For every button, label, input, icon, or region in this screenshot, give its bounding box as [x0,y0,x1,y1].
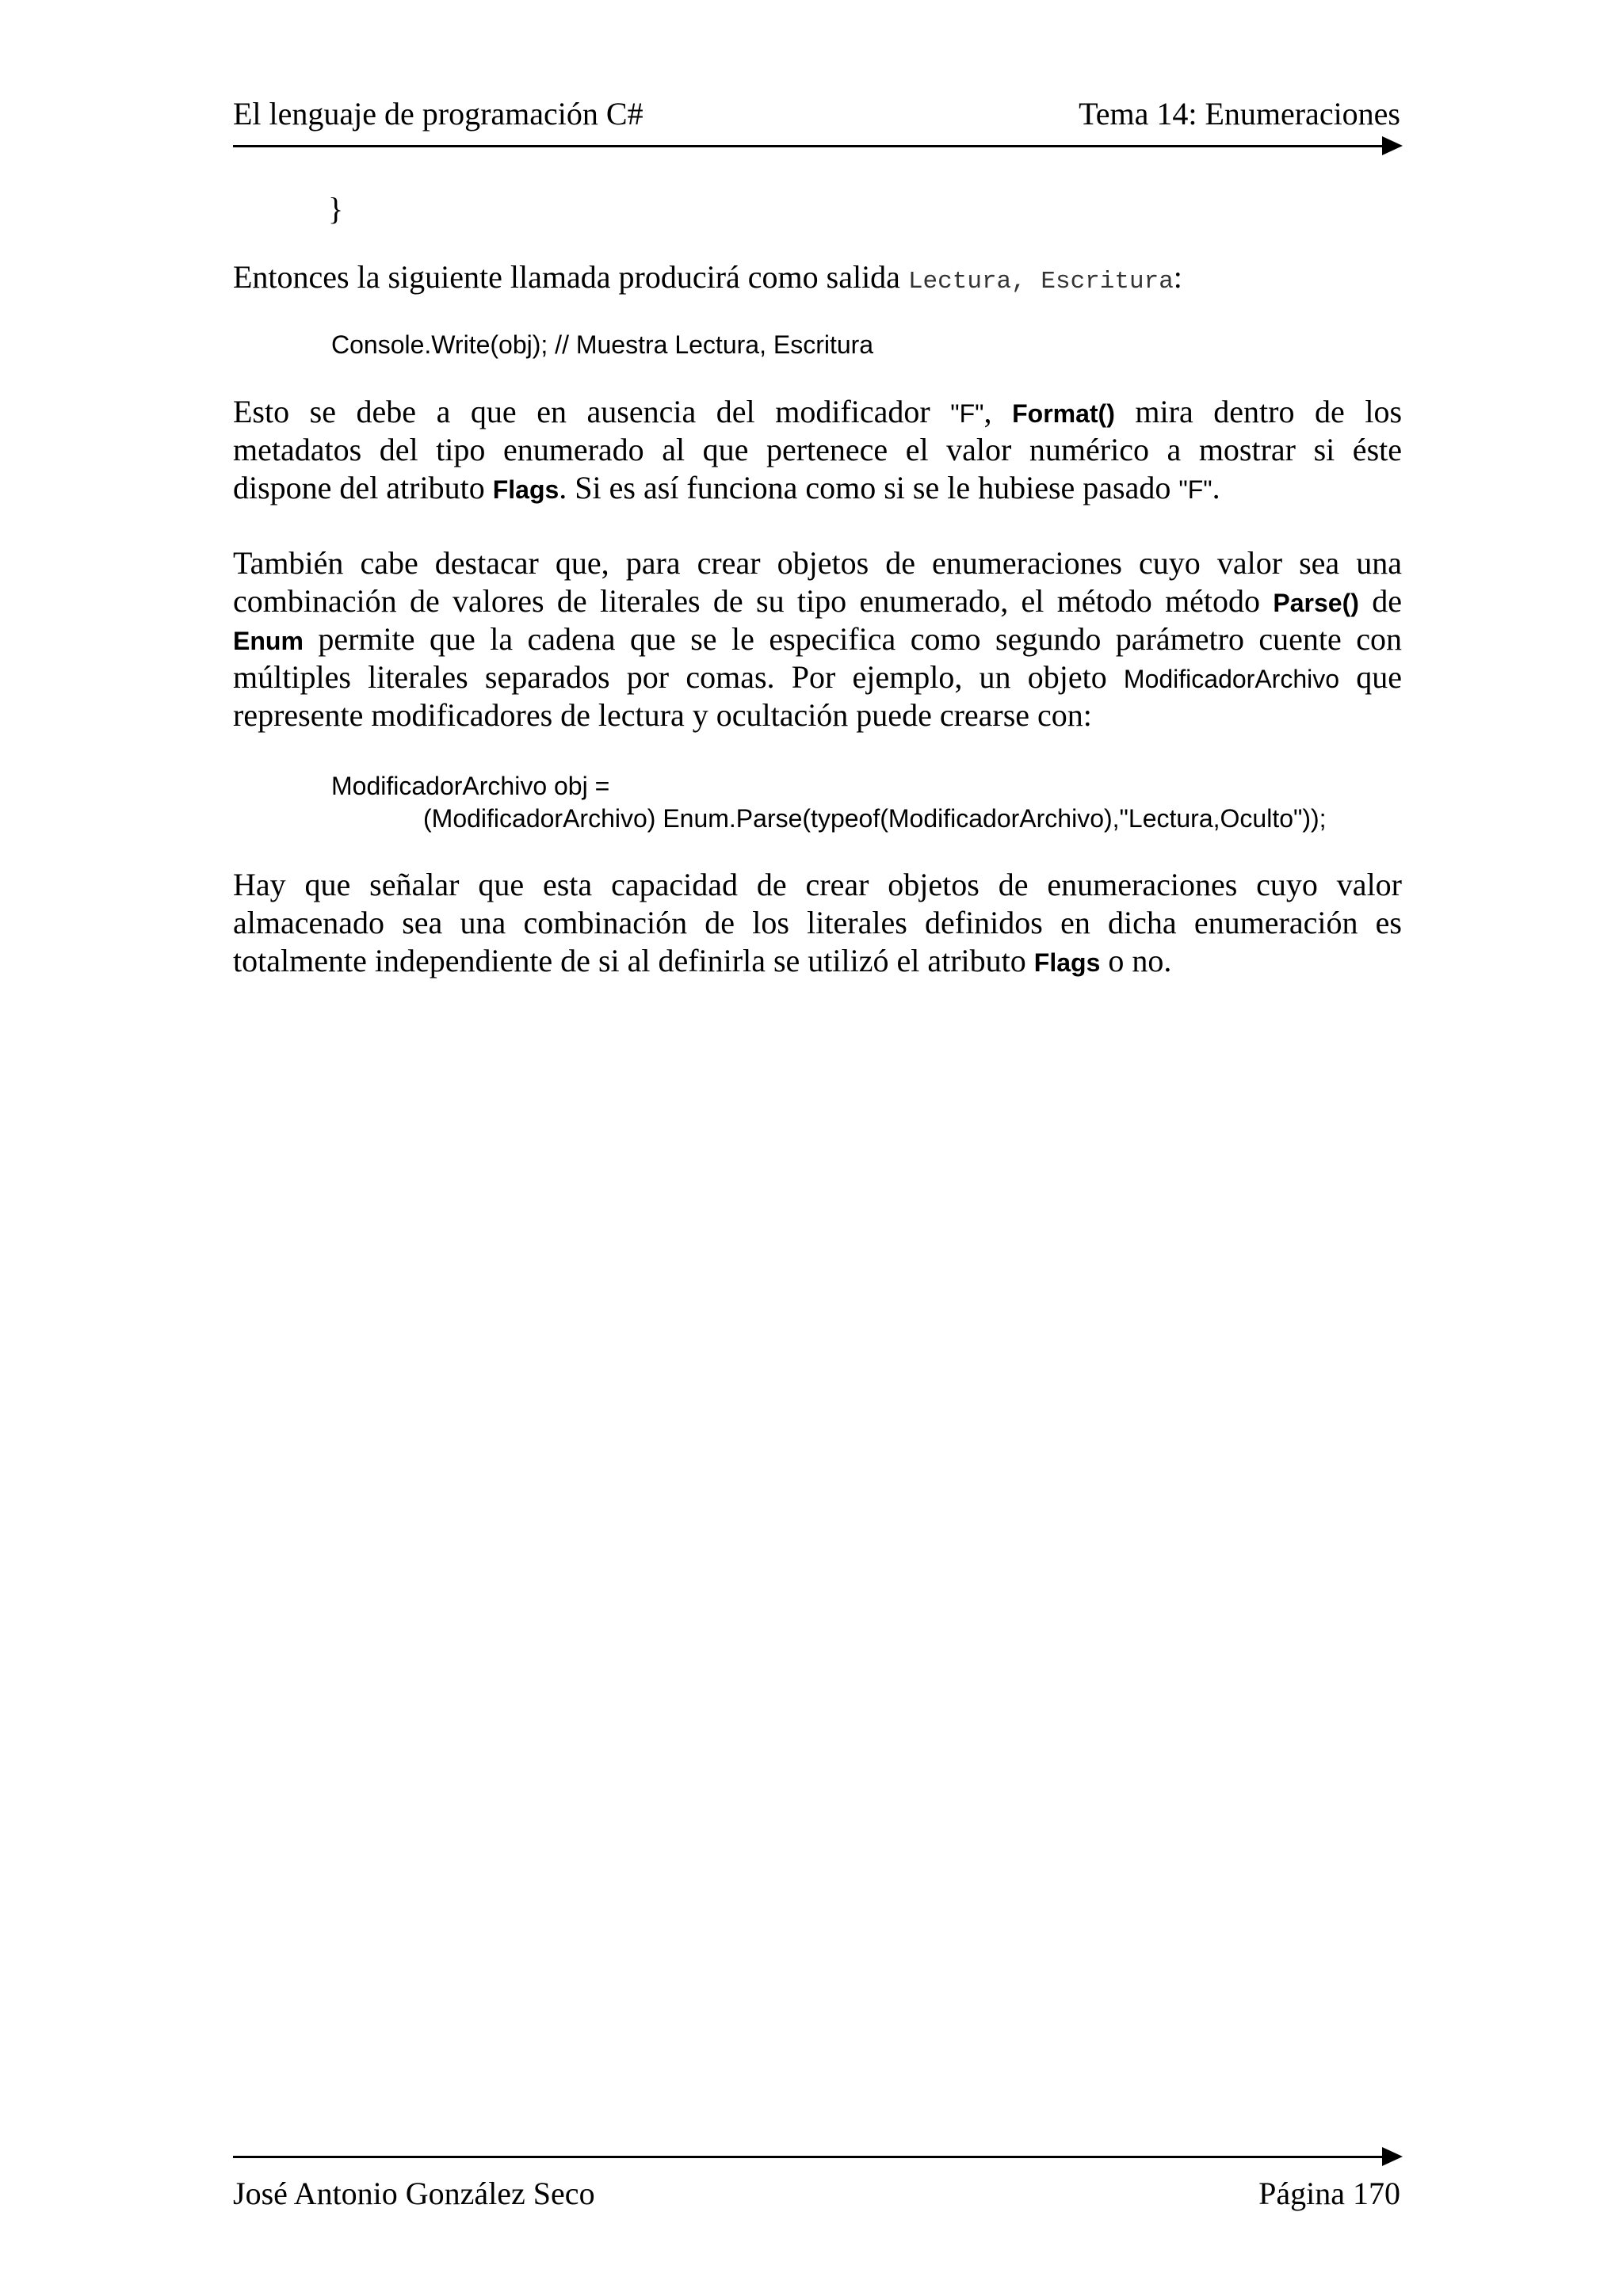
inline-code-bold: Parse() [1273,589,1359,617]
text: , [983,394,1013,429]
text-line: Hay que señalar que esta capacidad de crear objetos de enumeraciones cuyo valor [233,867,1402,902]
closing-brace: } [328,191,344,227]
text-line [233,658,1402,696]
footer-rule [233,2156,1392,2158]
inline-code: "F" [1178,475,1212,504]
text: dispone del atributo [233,470,493,505]
text: o no. [1100,943,1172,978]
text: totalmente independiente de si al definirla se utilizó el atributo [233,943,1034,978]
intro-text: Entonces la siguiente llamada producirá como salida [233,259,908,295]
text: Esto se debe a que en ausencia del modificador [233,394,951,429]
inline-code-bold: Flags [1033,948,1101,977]
text-line [233,620,1402,658]
paragraph-parse [233,544,1402,734]
footer-author: José Antonio González Seco [233,2176,595,2211]
intro-end: : [1173,259,1182,295]
text: de [1358,583,1402,619]
text: mira dentro de los [1114,394,1403,429]
inline-code-bold: Flags [492,475,559,504]
text-line [233,393,1402,431]
footer-arrow-icon [1382,2147,1403,2166]
text-line [233,582,1402,620]
text: múltiples literales separados por comas. Por ejemplo, un objeto [233,659,1124,695]
text-line [233,469,1402,507]
header-arrow-icon [1382,136,1403,155]
header-title: El lenguaje de programación C# [233,96,643,132]
text-line: metadatos del tipo enumerado al que pertenece el valor numérico a mostrar si éste [233,432,1402,467]
inline-code: ModificadorArchivo [1123,665,1340,693]
inline-code-bold: Format() [1012,399,1115,428]
header-rule [233,145,1392,147]
text: . Si es así funciona como si se le hubiese pasado [559,470,1179,505]
text: que [1339,659,1402,695]
intro-line [233,258,1182,301]
header-chapter: Tema 14: Enumeraciones [1079,96,1400,132]
footer-page-number: Página 170 [1258,2176,1400,2211]
code-parse-line-2: (ModificadorArchivo) Enum.Parse(typeof(ModificadorArchivo),"Lectura,Oculto")); [423,804,1327,833]
text: permite que la cadena que se le especifica como segundo parámetro cuente con [303,621,1402,657]
paragraph-format [233,393,1402,507]
text-line [233,942,1402,980]
paragraph-conclusion [233,866,1402,980]
intro-code: Lectura, Escritura [907,268,1174,296]
text: . [1212,470,1220,505]
code-parse-line-1: ModificadorArchivo obj = [331,772,610,800]
code-console-write: Console.Write(obj); // Muestra Lectura, Escritura [331,330,874,359]
text-line: También cabe destacar que, para crear objetos de enumeraciones cuyo valor sea una [233,545,1402,581]
text-line: almacenado sea una combinación de los literales definidos en dicha enumeración es [233,905,1402,940]
text-line: represente modificadores de lectura y ocultación puede crearse con: [233,697,1092,733]
inline-code-bold: Enum [233,627,304,655]
text: combinación de valores de literales de su tipo enumerado, el método método [233,583,1274,619]
inline-code: "F" [950,399,984,428]
